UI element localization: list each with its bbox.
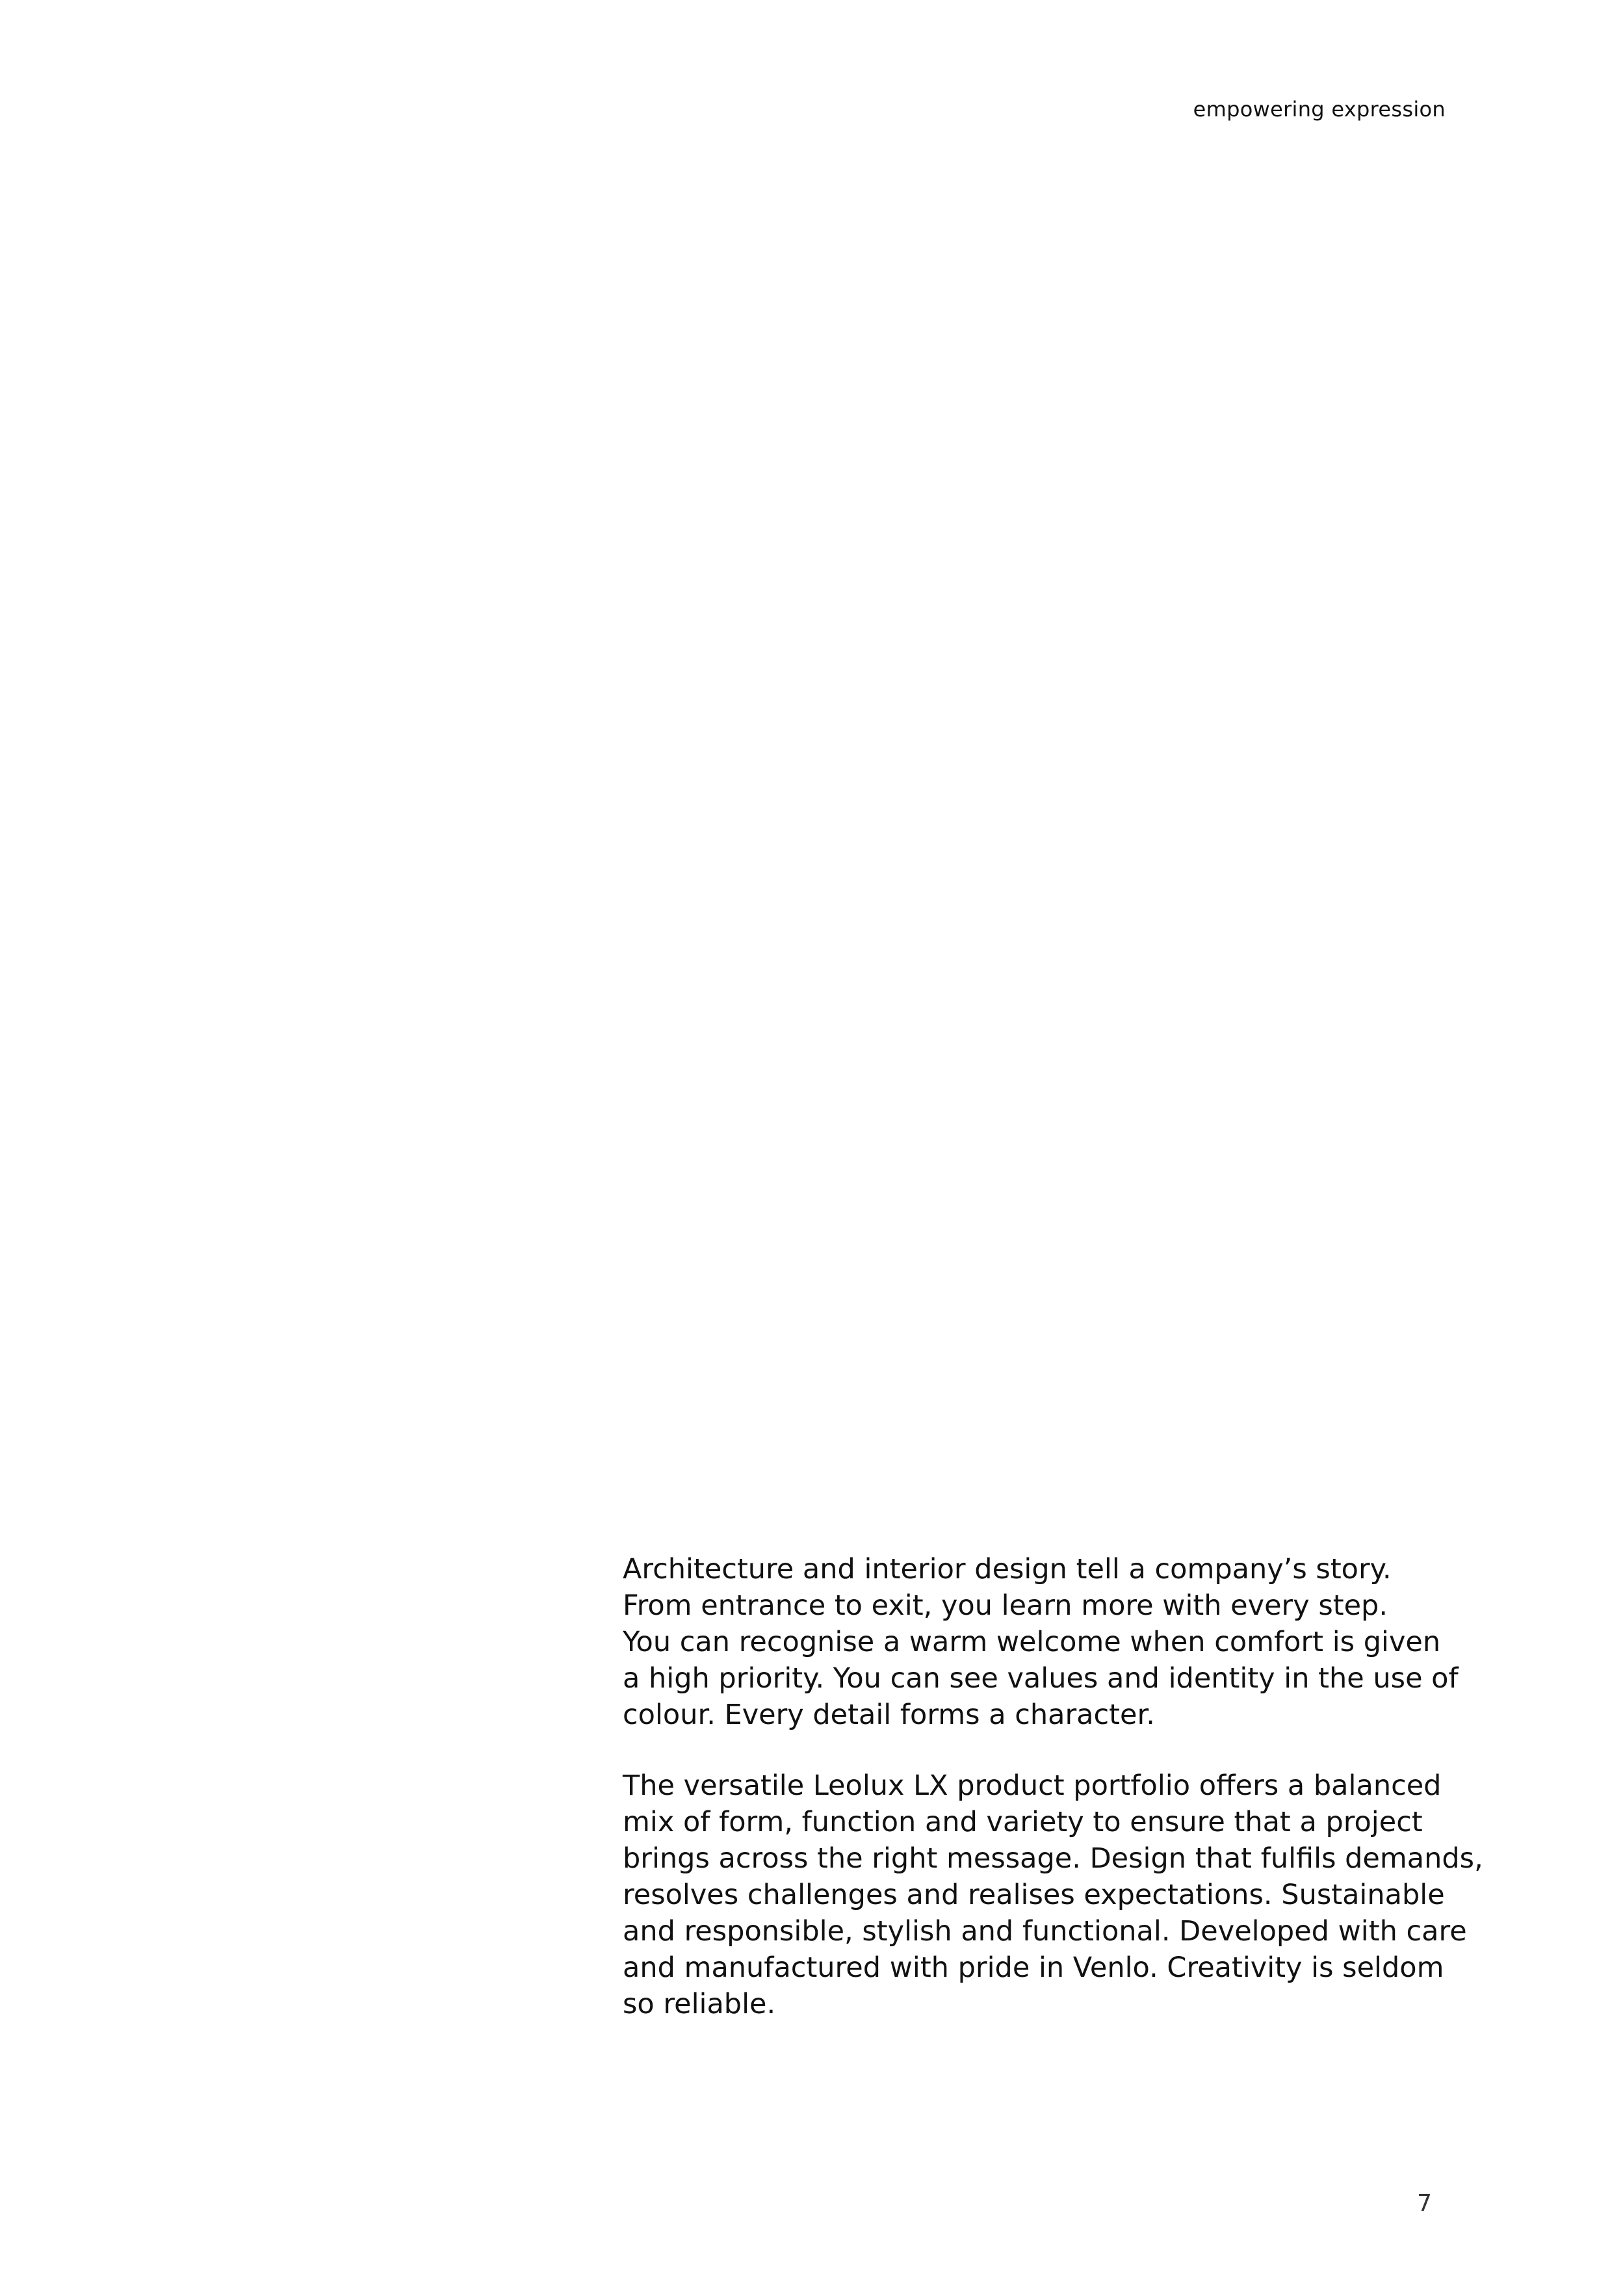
paragraph-line: and manufactured with pride in Venlo. Creativity is seldom xyxy=(623,1951,1444,1984)
paragraph-line: mix of form, function and variety to ensure that a project xyxy=(623,1806,1423,1838)
paragraph-line: The versatile Leolux LX product portfolio offers a balanced xyxy=(623,1769,1442,1802)
paragraph-line: brings across the right message. Design that fulfils demands, xyxy=(623,1842,1483,1875)
paragraph-portfolio xyxy=(623,1768,1483,2022)
paragraph-line: colour. Every detail forms a character. xyxy=(623,1699,1155,1731)
paragraph-line: and responsible, stylish and functional. Developed with care xyxy=(623,1915,1467,1948)
paragraph-line: resolves challenges and realises expectations. Sustainable xyxy=(623,1879,1445,1911)
paragraph-line: Architecture and interior design tell a company’s story. xyxy=(623,1553,1392,1585)
paragraph-line: From entrance to exit, you learn more with every step. xyxy=(623,1589,1388,1622)
header-tagline: empowering expression xyxy=(1193,97,1446,122)
paragraph-line: a high priority. You can see values and identity in the use of xyxy=(623,1662,1459,1695)
paragraph-line: so reliable. xyxy=(623,1988,776,2020)
paragraph-intro xyxy=(623,1551,1459,1733)
paragraph-line: You can recognise a warm welcome when comfort is given xyxy=(623,1626,1441,1658)
body-copy xyxy=(623,1551,1483,2022)
page-number: 7 xyxy=(1417,2190,1432,2217)
